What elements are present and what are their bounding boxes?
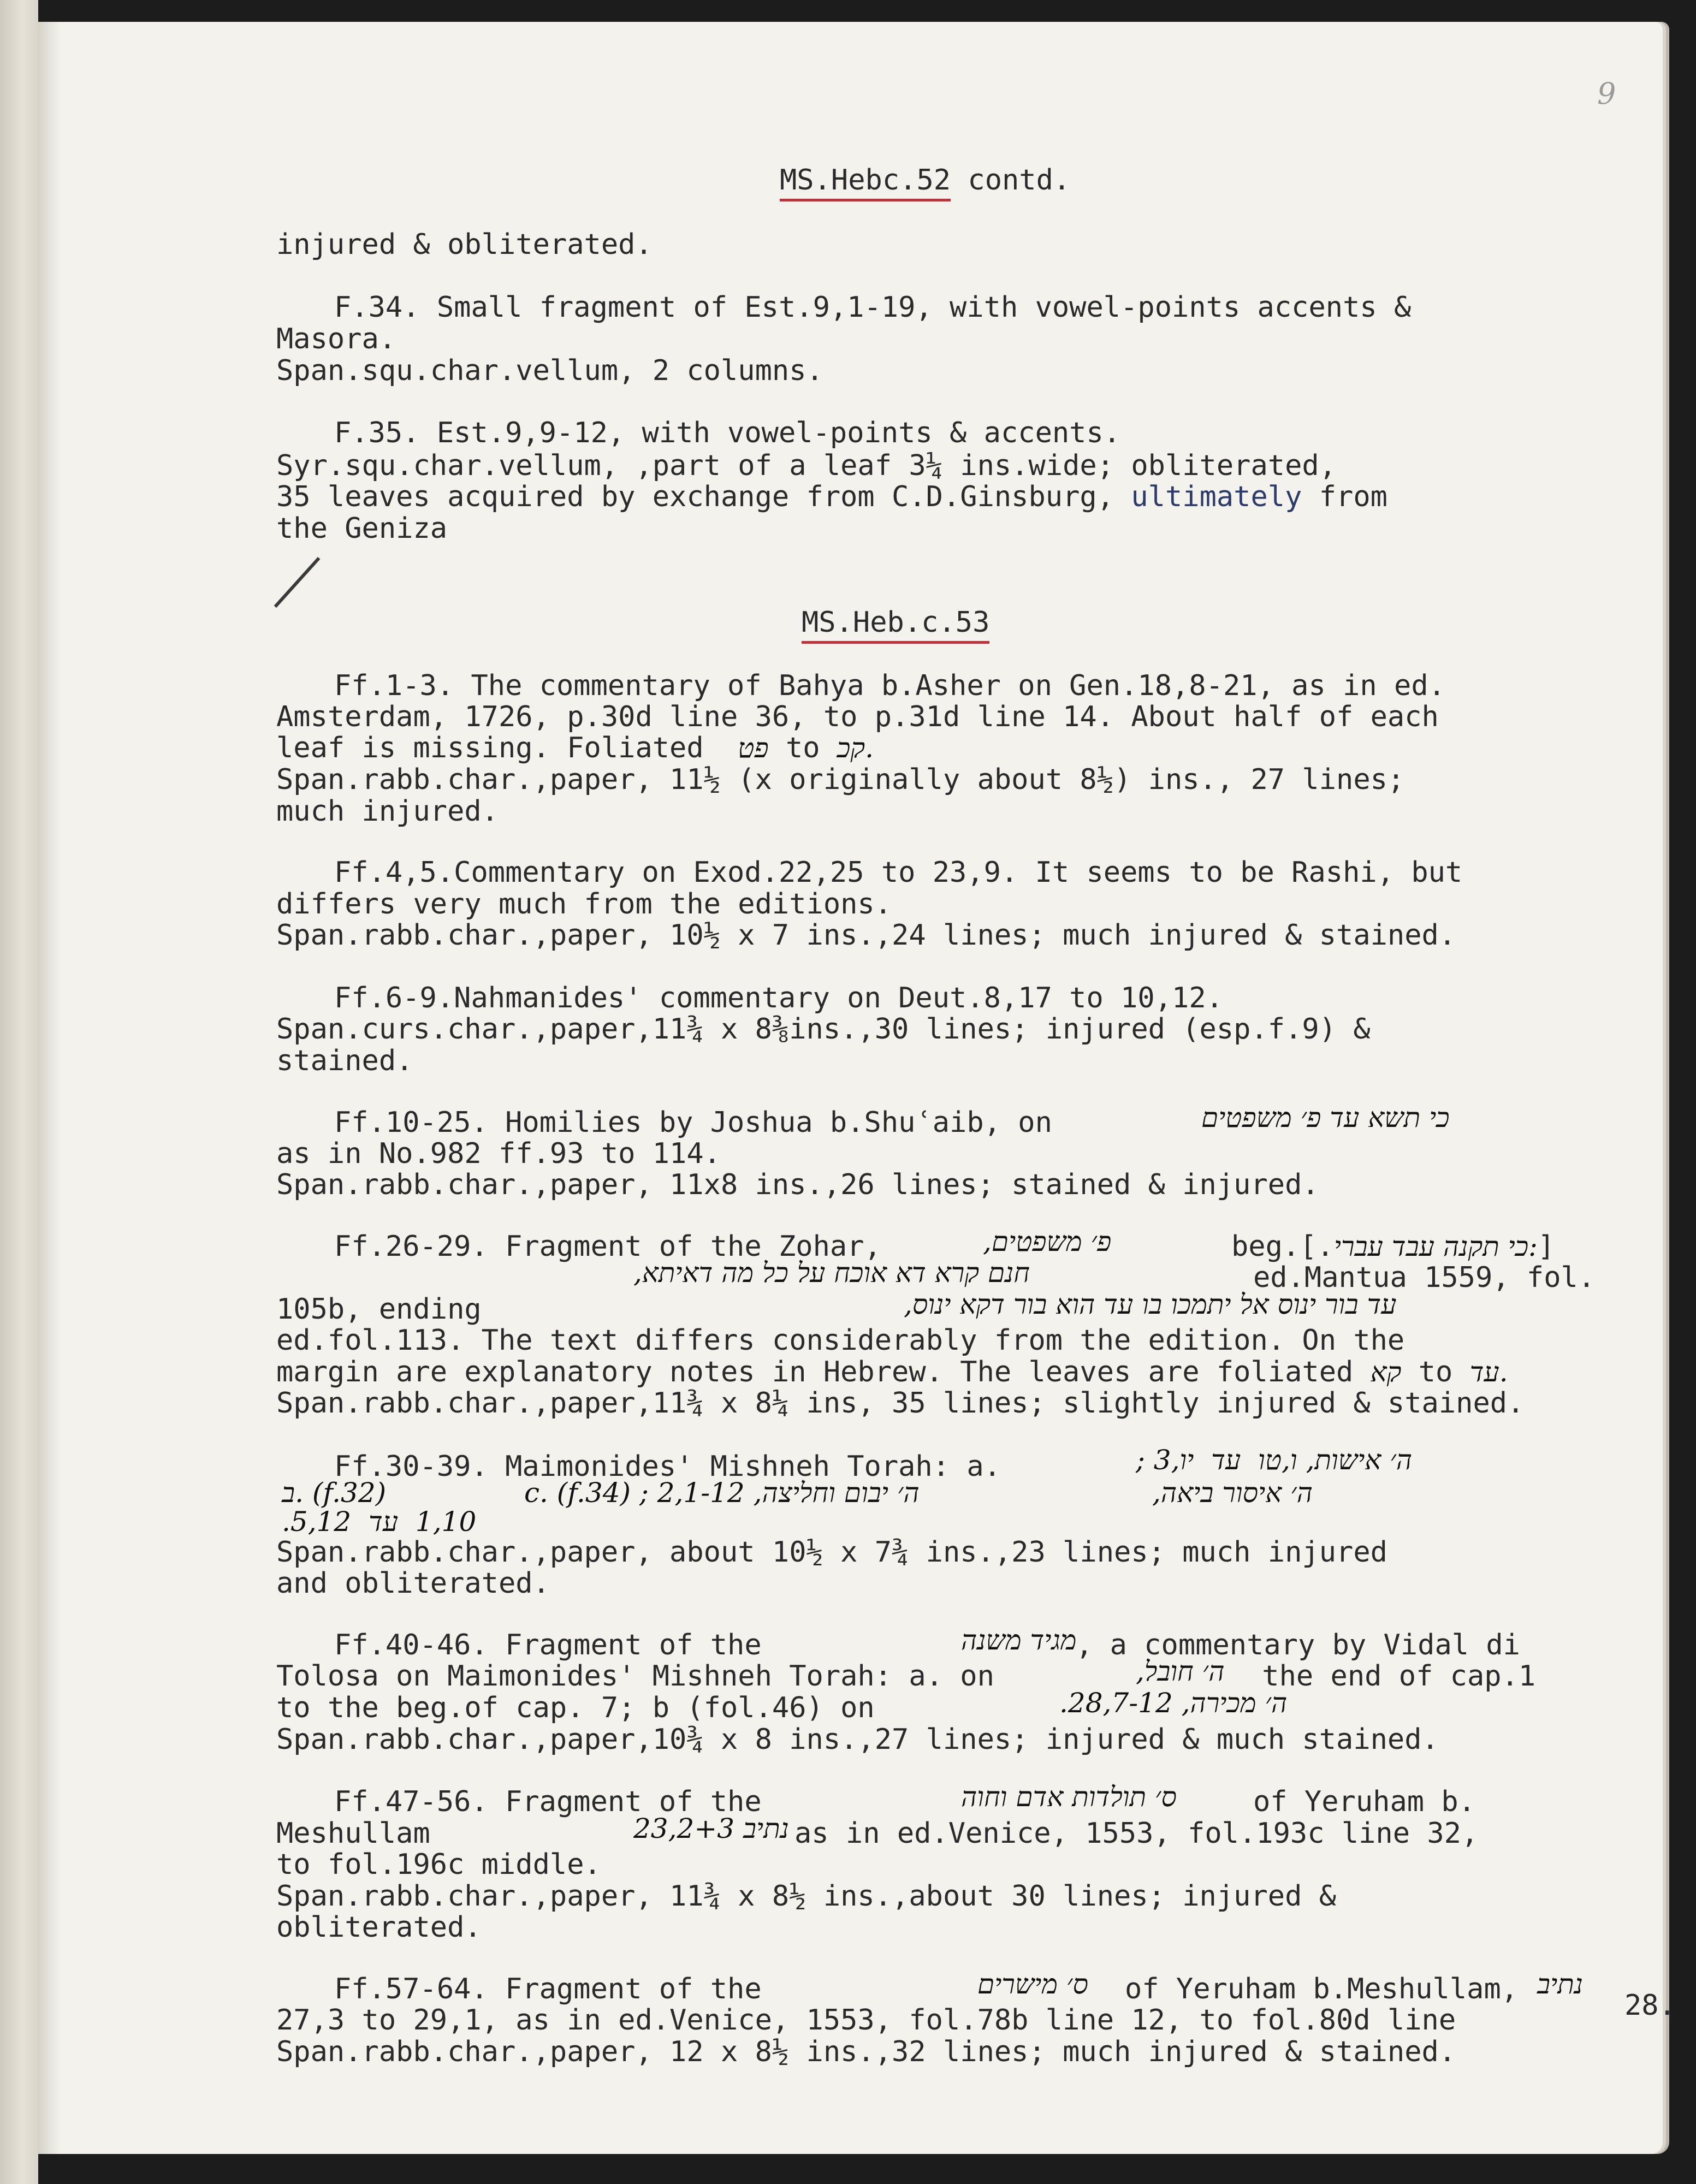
entry-ff10-25-line2: as in No.982 ff.93 to 114.: [276, 1137, 721, 1170]
hebrew-foliation: פט: [738, 732, 769, 764]
entry-ff26-29-line2: ed.Mantua 1559, fol.: [1253, 1261, 1596, 1294]
hebrew-parasha: פ׳ משפטים,: [983, 1226, 1112, 1257]
text-segment: ]: [1538, 1230, 1555, 1263]
entry-f34-line1: F.34. Small fragment of Est.9,1-19, with vowel-points accents &: [334, 291, 1412, 324]
entry-ff40-46-line4: Span.rabb.char.,paper,10¾ x 8 ins.,27 lines; injured & much stained.: [276, 1723, 1439, 1756]
entry-ff26-29-line3: 105b, ending: [276, 1293, 482, 1326]
text-segment: to: [1401, 1356, 1470, 1388]
text-segment: margin are explanatory notes in Hebrew. The leaves are foliated: [276, 1356, 1354, 1388]
entry-ff1-3-line3: [276, 733, 874, 763]
entry-f34-line2: Masora.: [276, 323, 396, 355]
entry-f34-line3: Span.squ.char.vellum, 2 columns.: [276, 354, 823, 387]
text-segment: 35 leaves acquired by exchange from C.D.Ginsburg,: [276, 480, 1131, 513]
hebrew-maggid-mishneh: מגיד משנה: [961, 1624, 1077, 1656]
hebrew-halakhot-3: ה׳ איסור ביאה,: [1152, 1477, 1313, 1509]
entry-ff26-29-line6: Span.rabb.char.,paper,11¾ x 8¼ ins, 35 lines; slightly injured & stained.: [276, 1387, 1525, 1420]
text-segment: to: [768, 732, 837, 764]
book-spine: [0, 0, 38, 2184]
entry-ff47-56-line2: Meshullam: [276, 1817, 430, 1850]
entry-ff30-39-line5: and obliterated.: [276, 1567, 550, 1600]
entry-ff4-5-line2: differs very much from the editions.: [276, 888, 892, 921]
entry-ff47-56-line3: to fol.196c middle.: [276, 1848, 601, 1881]
hebrew-netiv: נתיב 23,2+3: [633, 1813, 789, 1844]
folio-number: 9: [1597, 76, 1616, 111]
hand-ref-b: ב. (f.32): [282, 1477, 387, 1509]
entry-ff40-46-line3: to the beg.of cap. 7; b (fol.46) on: [276, 1692, 875, 1724]
hebrew-foliation: קא: [1370, 1356, 1402, 1388]
pencil-tick-mark: [274, 557, 321, 608]
entry-ff40-46-line2: Tolosa on Maimonides' Mishneh Torah: a. on: [276, 1660, 994, 1693]
text-segment: leaf is missing. Foliated: [276, 732, 738, 764]
entry-ff6-9-line1: Ff.6-9.Nahmanides' commentary on Deut.8,17 to 10,12.: [334, 982, 1223, 1014]
hand-ref-range: 1,10 עד 5,12.: [282, 1506, 477, 1538]
hebrew-hovel: ה׳ חובל,: [1136, 1655, 1225, 1687]
hebrew-mesharim: ס׳ מישרים: [977, 1968, 1088, 2000]
entry-ff1-3-line4: Span.rabb.char.,paper, 11½ (x originally about 8½) ins., 27 lines;: [276, 763, 1405, 796]
gutter-shadow: [38, 22, 60, 2154]
hebrew-incipit-cont: חנם קרא דא אוכח על כל מה דאיתא,: [633, 1257, 1030, 1289]
carryover-line: injured & obliterated.: [276, 228, 653, 261]
entry-ff26-29-line4: ed.fol.113. The text differs considerably from the edition. On the: [276, 1324, 1405, 1357]
hebrew-explicit: עד בור ינוס אל יתמכו בו עד הוא בור דקא ינוס,: [904, 1289, 1397, 1320]
hebrew-toledot-adam: ס׳ תולדות אדם וחוה: [961, 1781, 1177, 1813]
entry-ff4-5-line1: Ff.4,5.Commentary on Exod.22,25 to 23,9. It seems to be Rashi, but: [334, 856, 1463, 889]
entry-ff6-9-line2: Span.curs.char.,paper,11¾ x 8⅜ins.,30 lines; injured (esp.f.9) &: [276, 1013, 1371, 1046]
entry-f35-line1: F.35. Est.9,9-12, with vowel-points & accents.: [334, 417, 1121, 449]
entry-ff30-39-line1: Ff.30-39. Maimonides' Mishneh Torah: a.: [334, 1450, 1001, 1483]
entry-ff1-3-line1: Ff.1-3. The commentary of Bahya b.Asher on Gen.18,8-21, as in ed.: [334, 669, 1445, 702]
entry-ff40-46-line2b: the end of cap.1: [1245, 1660, 1536, 1693]
catalogue-leaf: [38, 22, 1676, 2154]
hebrew-foliation: עד.: [1469, 1356, 1508, 1388]
entry-ff30-39-line4: Span.rabb.char.,paper, about 10½ x 7¾ ins.,23 lines; much injured: [276, 1536, 1387, 1569]
entry-ff10-25-line3: Span.rabb.char.,paper, 11x8 ins.,26 lines; stained & injured.: [276, 1168, 1319, 1201]
entry-ff47-56-line5: obliterated.: [276, 1911, 482, 1944]
entry-ff10-25-line1: Ff.10-25. Homilies by Joshua b.Shuʿaib, on: [334, 1106, 1052, 1139]
entry-ff57-64-line3: Span.rabb.char.,paper, 12 x 8½ ins.,32 lines; much injured & stained.: [276, 2035, 1456, 2068]
entry-ff47-56-line2b: as in ed.Venice, 1553, fol.193c line 32,: [794, 1817, 1479, 1850]
entry-ff47-56-line1b: of Yeruham b.: [1253, 1785, 1475, 1818]
entry-ff1-3-line2: Amsterdam, 1726, p.30d line 36, to p.31d line 14. About half of each: [276, 701, 1439, 733]
section-heading: [802, 607, 989, 638]
ms-shelfmark: MS.Hebc.52: [780, 164, 951, 201]
entry-ff40-46-line1: Ff.40-46. Fragment of the: [334, 1629, 762, 1661]
hebrew-halakhot-2: ה׳ יבום וחליצה, 2,1-12 ; c. (f.34): [524, 1477, 920, 1509]
entry-ff1-3-line5: much injured.: [276, 795, 499, 828]
page-header: [780, 165, 1070, 195]
entry-ff57-64-line1: Ff.57-64. Fragment of the: [334, 1973, 762, 2005]
beg-label: [1231, 1231, 1555, 1262]
text-segment: from: [1302, 480, 1387, 513]
entry-f35-line2: Syr.squ.char.vellum, ,part of a leaf 3¼ ins.wide; obliterated,: [276, 449, 1337, 482]
entry-ff6-9-line3: stained.: [276, 1044, 413, 1077]
entry-ff4-5-line3: Span.rabb.char.,paper, 10½ x 7 ins.,24 lines; much injured & stained.: [276, 919, 1456, 952]
entry-ff57-64-line2: 27,3 to 29,1, as in ed.Venice, 1553, fol.78b line 12, to fol.80d line: [276, 2004, 1456, 2037]
entry-ff47-56-line1: Ff.47-56. Fragment of the: [334, 1785, 762, 1818]
entry-ff47-56-line4: Span.rabb.char.,paper, 11¾ x 8½ ins.,about 30 lines; injured &: [276, 1880, 1337, 1913]
hebrew-netiv-2: נתיב: [1537, 1968, 1583, 2000]
ms53-shelfmark: MS.Heb.c.53: [802, 606, 989, 644]
entry-f35-line4: the Geniza: [276, 512, 448, 545]
text-segment: beg.[.: [1231, 1230, 1334, 1263]
hebrew-foliation: קכ.: [837, 732, 874, 764]
entry-ff57-64-line1b: of Yeruham b.Meshullam,: [1125, 1973, 1519, 2005]
handwritten-correction: ultimately: [1131, 480, 1302, 513]
entry-f35-line3: [276, 482, 1387, 512]
hebrew-mekhirah: ה׳ מכירה, 28,7-12.: [1059, 1687, 1288, 1719]
entry-ff26-29-line1: Ff.26-29. Fragment of the Zohar,: [334, 1230, 881, 1263]
entry-ff40-46-line1b: , a commentary by Vidal di: [1076, 1629, 1520, 1661]
contd-label: contd.: [951, 164, 1071, 197]
entry-ff26-29-line5: [276, 1357, 1508, 1387]
entry-ff57-64-line2-end: 28.: [1624, 1989, 1676, 2022]
hebrew-title: כי תשא עד פ׳ משפטים: [1201, 1102, 1450, 1133]
hebrew-halakhot-1: ה׳ אישות, ו,טו עד יו,3 ;: [1136, 1444, 1413, 1476]
hebrew-incipit: :כי תקנה עבד עברי: [1333, 1231, 1538, 1262]
